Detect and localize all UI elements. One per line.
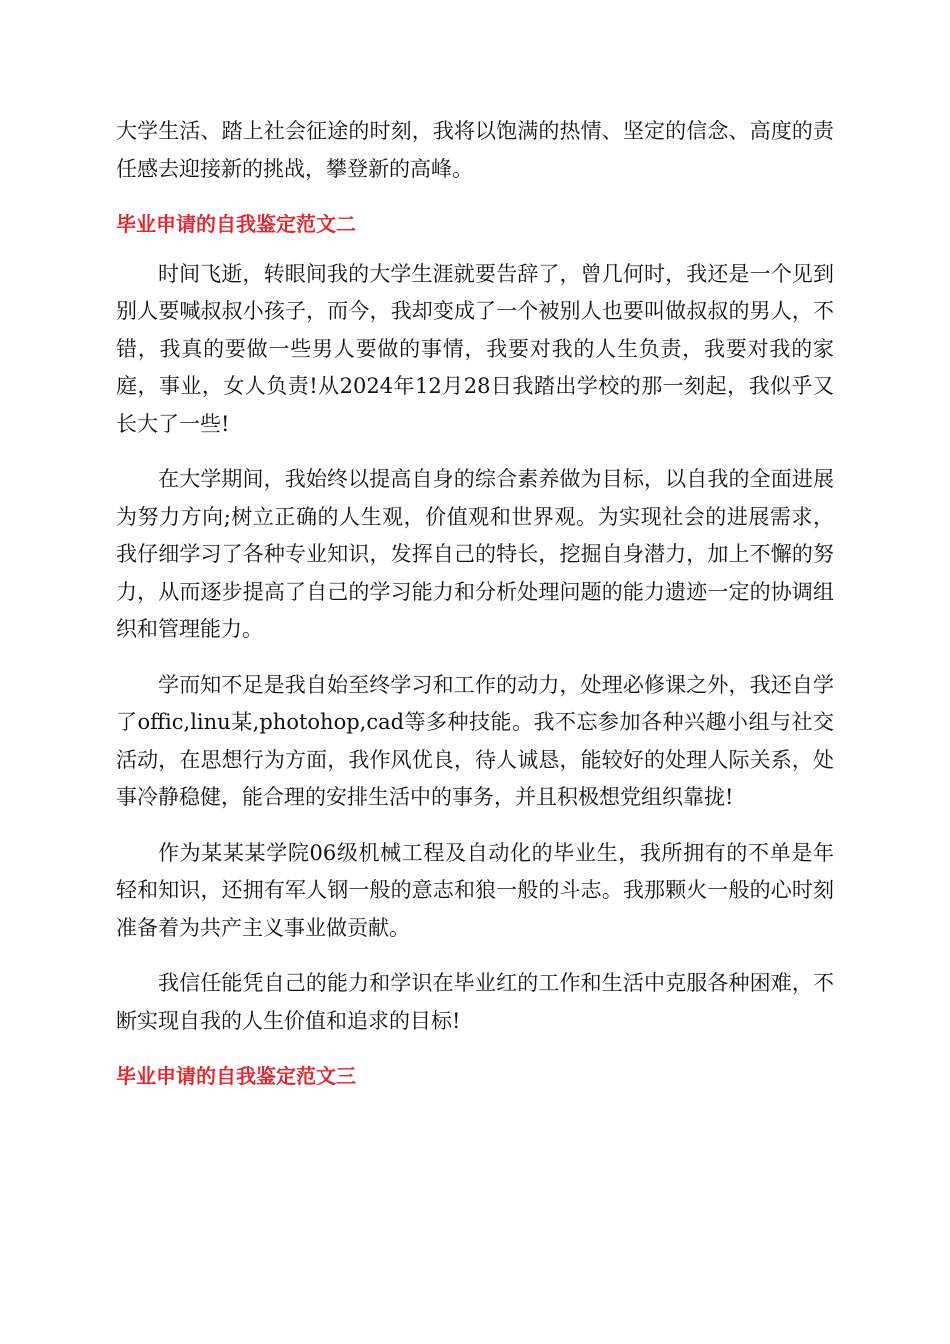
section2-paragraph-5: 我信任能凭自己的能力和学识在毕业红的工作和生活中克服各种困难，不断实现自我的人生价值和追求的目标! (116, 971, 834, 1033)
section2-paragraph-3: 学而知不足是我自始至终学习和工作的动力，处理必修课之外，我还自学了offic,linu某,photohop,cad等多种技能。我不忘参加各种兴趣小组与社交活动，在思想行为方面，我作风优良，待人诚恳，能较好的处理人际关系，处事冷静稳健，能合理的安排生活中的事务，并且积极想党组织靠拢! (116, 672, 834, 809)
intro-paragraph: 大学生活、踏上社会征途的时刻，我将以饱满的热情、坚定的信念、高度的责任感去迎接新的挑战，攀登新的高峰。 (116, 119, 834, 181)
section-heading-2: 毕业申请的自我鉴定范文二 (116, 212, 356, 236)
section2-paragraph-4: 作为某某某学院06级机械工程及自动化的毕业生，我所拥有的不单是年轻和知识，还拥有军人钢一般的意志和狼一般的斗志。我那颗火一般的心时刻准备着为共产主义事业做贡献。 (116, 840, 834, 940)
section2-paragraph-2: 在大学期间，我始终以提高自身的综合素养做为目标，以自我的全面进展为努力方向;树立正确的人生观，价值观和世界观。为实现社会的进展需求，我仔细学习了各种专业知识，发挥自己的特长，挖掘自身潜力，加上不懈的努力，从而逐步提高了自己的学习能力和分析处理问题的能力遗迹一定的协调组织和管理能力。 (116, 467, 834, 641)
section2-paragraph-1: 时间飞逝，转眼间我的大学生涯就要告辞了，曾几何时，我还是一个见到别人要喊叔叔小孩子，而今，我却变成了一个被别人也要叫做叔叔的男人，不错，我真的要做一些男人要做的事情，我要对我的人生负责，我要对我的家庭，事业，女人负责!从2024年12月28日我踏出学校的那一刻起，我似乎又长大了一些! (116, 261, 834, 436)
section-heading-3: 毕业申请的自我鉴定范文三 (116, 1064, 356, 1088)
